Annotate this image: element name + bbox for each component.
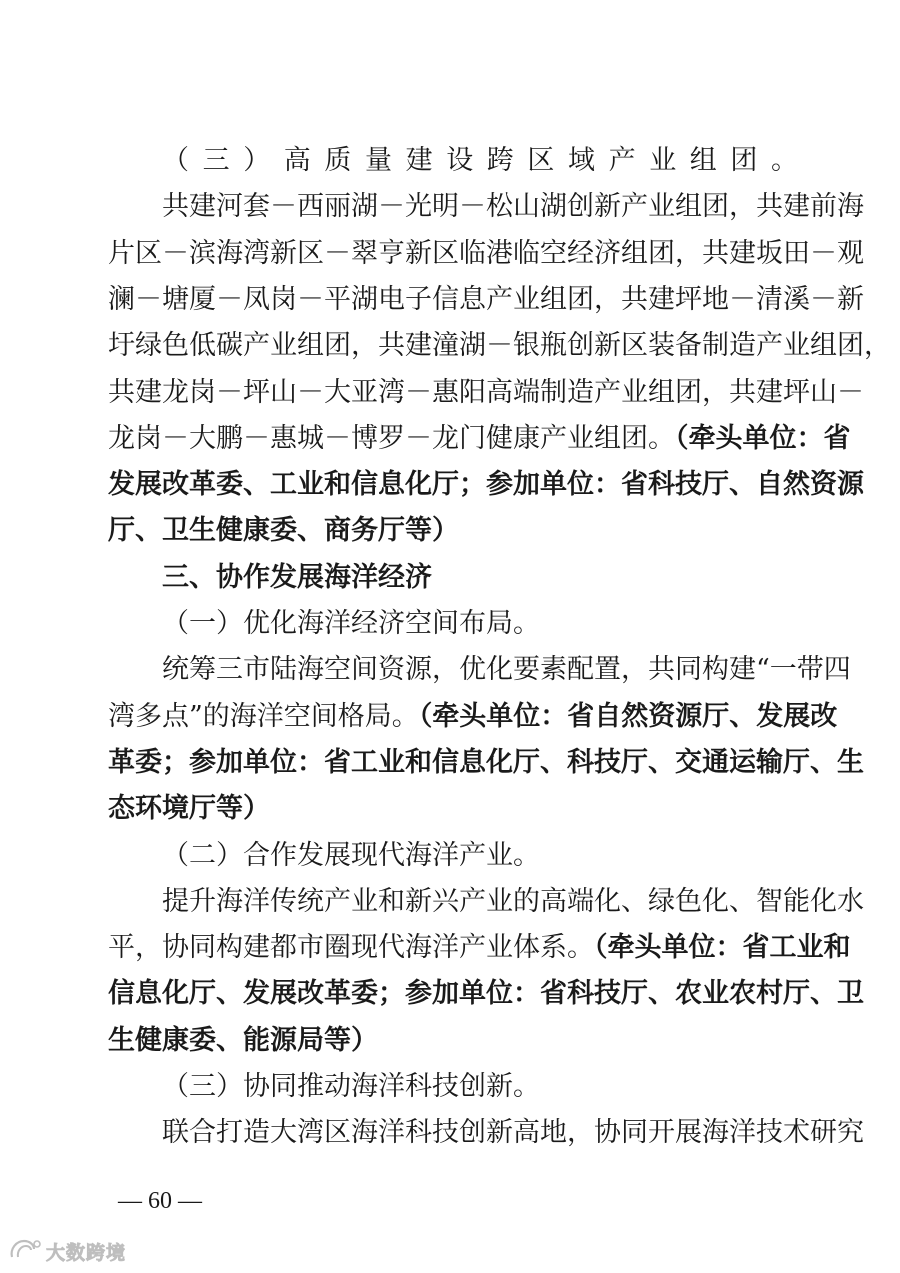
- text-line: [162, 1069, 798, 1105]
- text-line: [108, 375, 864, 411]
- bold-text: （牵头单位：省工业和: [594, 932, 851, 963]
- text-line: [108, 513, 798, 549]
- text-line: [162, 189, 864, 225]
- body-text: （二）合作发展现代海洋产业。: [162, 840, 540, 871]
- bold-text: 三、协作发展海洋经济: [162, 562, 432, 593]
- text-line: [108, 745, 864, 781]
- body-text: 提升海洋传统产业和新兴产业的高端化、绿色化、智能化水: [162, 886, 864, 917]
- text-line: [108, 236, 864, 272]
- text-line: [162, 1115, 864, 1151]
- text-line: [108, 699, 838, 735]
- body-text: （三）高质量建设跨区域产业组团。: [162, 145, 798, 176]
- bold-text: 发展改革委、工业和信息化厅；参加单位：省科技厅、自然资源: [108, 469, 864, 500]
- body-text: （一）优化海洋经济空间布局。: [162, 608, 540, 639]
- watermark-logo-icon: [8, 1237, 42, 1265]
- body-text: 平，协同构建都市圈现代海洋产业体系。: [108, 932, 594, 963]
- bold-text: （牵头单位：省自然资源厅、发展改: [418, 701, 838, 732]
- page-number: — 60 —: [118, 1188, 202, 1214]
- watermark-text: 大数跨境: [46, 1241, 127, 1264]
- text-line: [108, 421, 851, 457]
- bold-text: （牵头单位：省: [675, 423, 851, 454]
- text-line: [162, 884, 864, 920]
- bold-text: 信息化厅、发展改革委；参加单位：省科技厅、农业农村厅、卫: [108, 978, 864, 1009]
- body-text: （三）协同推动海洋科技创新。: [162, 1071, 540, 1102]
- text-line: [108, 282, 864, 318]
- body-text: 联合打造大湾区海洋科技创新高地，协同开展海洋技术研究: [162, 1117, 864, 1148]
- text-line: [162, 838, 798, 874]
- body-text: 片区－滨海湾新区－翠亨新区临港临空经济组团，共建坂田－观: [108, 238, 864, 269]
- text-line: [108, 976, 864, 1012]
- body-text: 共建龙岗－坪山－大亚湾－惠阳高端制造产业组团，共建坪山－: [108, 377, 864, 408]
- text-line: [162, 652, 851, 688]
- bold-text: 态环境厅等）: [108, 793, 270, 824]
- body-text: 澜－塘厦－凤岗－平湖电子信息产业组团，共建坪地－清溪－新: [108, 284, 864, 315]
- body-text: 龙岗－大鹏－惠城－博罗－龙门健康产业组团。: [108, 423, 675, 454]
- bold-text: 厅、卫生健康委、商务厅等）: [108, 515, 459, 546]
- text-line: [108, 930, 851, 966]
- text-line: [108, 1023, 798, 1059]
- text-line: [108, 328, 891, 364]
- bold-text: 革委；参加单位：省工业和信息化厅、科技厅、交通运输厅、生: [108, 747, 864, 778]
- text-line: [108, 791, 798, 827]
- body-text: 湾多点”的海洋空间格局。: [108, 701, 419, 732]
- text-line: [108, 467, 864, 503]
- watermark: [8, 1238, 126, 1264]
- body-text: 圩绿色低碳产业组团，共建潼湖－银瓶创新区装备制造产业组团，: [108, 330, 891, 361]
- text-line: [162, 606, 798, 642]
- text-line: [162, 560, 798, 596]
- text-line: [162, 143, 798, 179]
- body-text: 统筹三市陆海空间资源，优化要素配置，共同构建“一带四: [162, 654, 851, 685]
- body-text: 共建河套－西丽湖－光明－松山湖创新产业组团，共建前海: [162, 191, 864, 222]
- bold-text: 生健康委、能源局等）: [108, 1025, 378, 1056]
